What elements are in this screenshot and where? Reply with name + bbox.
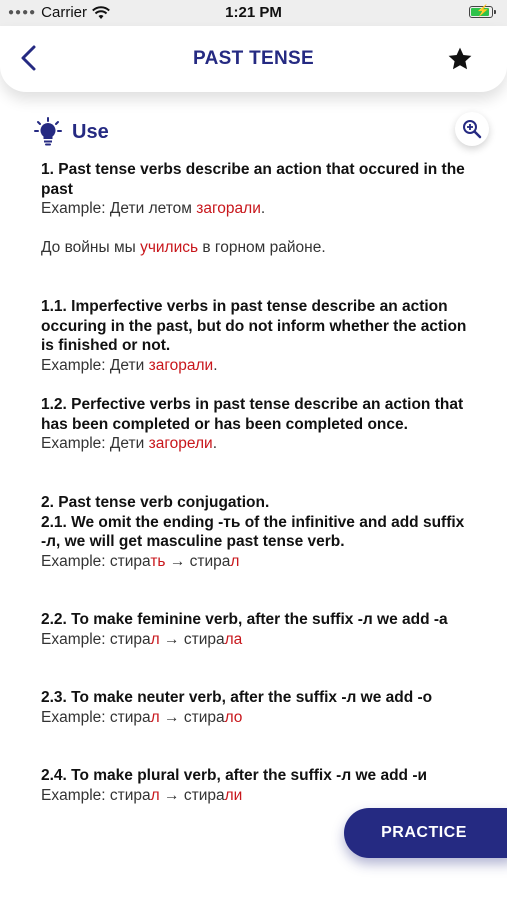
example-end: . (212, 435, 217, 452)
rule-1-1 (41, 297, 471, 375)
example-result: стира (183, 708, 225, 726)
carrier-label: Carrier (41, 4, 88, 21)
rule-example (41, 786, 471, 806)
rule-example (41, 434, 471, 454)
example-text: Example: Дети летом (41, 200, 197, 217)
rule-example (41, 708, 471, 728)
rule-2-1 (41, 493, 471, 571)
rule-example (41, 630, 471, 650)
lightbulb-icon (34, 117, 62, 147)
example-result: стира (189, 552, 231, 570)
section-2-heading: 2. Past tense verb conjugation. (41, 494, 270, 511)
rule-2-3 (41, 688, 471, 727)
nav-header (0, 26, 507, 92)
rule-2-2 (41, 610, 471, 649)
highlight-ending: ла (224, 630, 243, 648)
extra-example (41, 238, 471, 258)
practice-button[interactable]: PRACTICE (344, 808, 507, 858)
example-text: До войны мы (41, 239, 141, 256)
status-bar (0, 0, 507, 26)
rule-heading: 1. Past tense verbs describe an action that occured in the past (41, 161, 465, 198)
star-icon[interactable] (447, 46, 473, 72)
arrow-icon: → (159, 708, 184, 726)
signal-icon: ●●●● (8, 7, 37, 18)
rule-1 (41, 160, 471, 219)
rule-2-4 (41, 766, 471, 805)
zoom-button[interactable] (455, 112, 489, 146)
rule-heading: 2.3. To make neuter verb, after the suffix -л we add -о (41, 689, 433, 706)
rule-example (41, 199, 471, 219)
highlight-ending: л (150, 630, 160, 648)
rule-heading: 2.1. We omit the ending -ть of the infinitive and add suffix -л, we will get masculine past tense verb. (41, 513, 465, 550)
rule-heading: 1.2. Perfective verbs in past tense describe an action that has been completed or has been completed once. (41, 396, 464, 433)
highlight-ending: ло (224, 708, 243, 726)
highlight-word: загорели (148, 435, 213, 452)
example-text: Example: стира (41, 630, 151, 648)
highlight-ending: ть (150, 552, 166, 570)
rule-1-extra-example (41, 238, 471, 258)
example-text: Example: стира (41, 786, 151, 804)
zoom-in-icon (462, 119, 482, 139)
example-end: . (260, 200, 266, 217)
highlight-word: загорали (148, 356, 214, 374)
example-result: стира (183, 630, 225, 648)
arrow-icon: → (159, 630, 184, 648)
arrow-icon: → (165, 552, 190, 570)
rule-heading: 2.2. To make feminine verb, after the suffix -л we add -а (41, 611, 448, 628)
section-label: Use (72, 120, 109, 143)
battery-charging-icon (469, 6, 493, 18)
status-time: 1:21 PM (225, 4, 282, 21)
rule-example (41, 356, 471, 376)
highlight-ending: л (230, 552, 240, 570)
example-text: Example: стира (41, 552, 151, 570)
highlight-word: учились (140, 239, 199, 256)
highlight-word: загорали (196, 200, 261, 217)
highlight-ending: л (150, 786, 160, 804)
rule-1-2 (41, 395, 471, 454)
bolt-icon: ⚡ (476, 5, 490, 17)
example-text: Example: Дети (41, 435, 149, 452)
example-end: в горном районе. (198, 239, 326, 256)
example-text: Example: стира (41, 708, 151, 726)
section-header (34, 117, 109, 147)
rule-example (41, 552, 471, 572)
example-result: стира (183, 786, 225, 804)
example-end: . (213, 356, 218, 374)
rule-heading: 1.1. Imperfective verbs in past tense describe an action occuring in the past, but do not inform whether the action is finished or not. (41, 298, 467, 354)
rule-heading: 2.4. To make plural verb, after the suffix -л we add -и (41, 767, 428, 784)
example-text: Example: Дети (41, 356, 149, 374)
arrow-icon: → (159, 786, 184, 804)
highlight-ending: ли (224, 786, 243, 804)
page-title: PAST TENSE (193, 48, 314, 69)
highlight-ending: л (150, 708, 160, 726)
